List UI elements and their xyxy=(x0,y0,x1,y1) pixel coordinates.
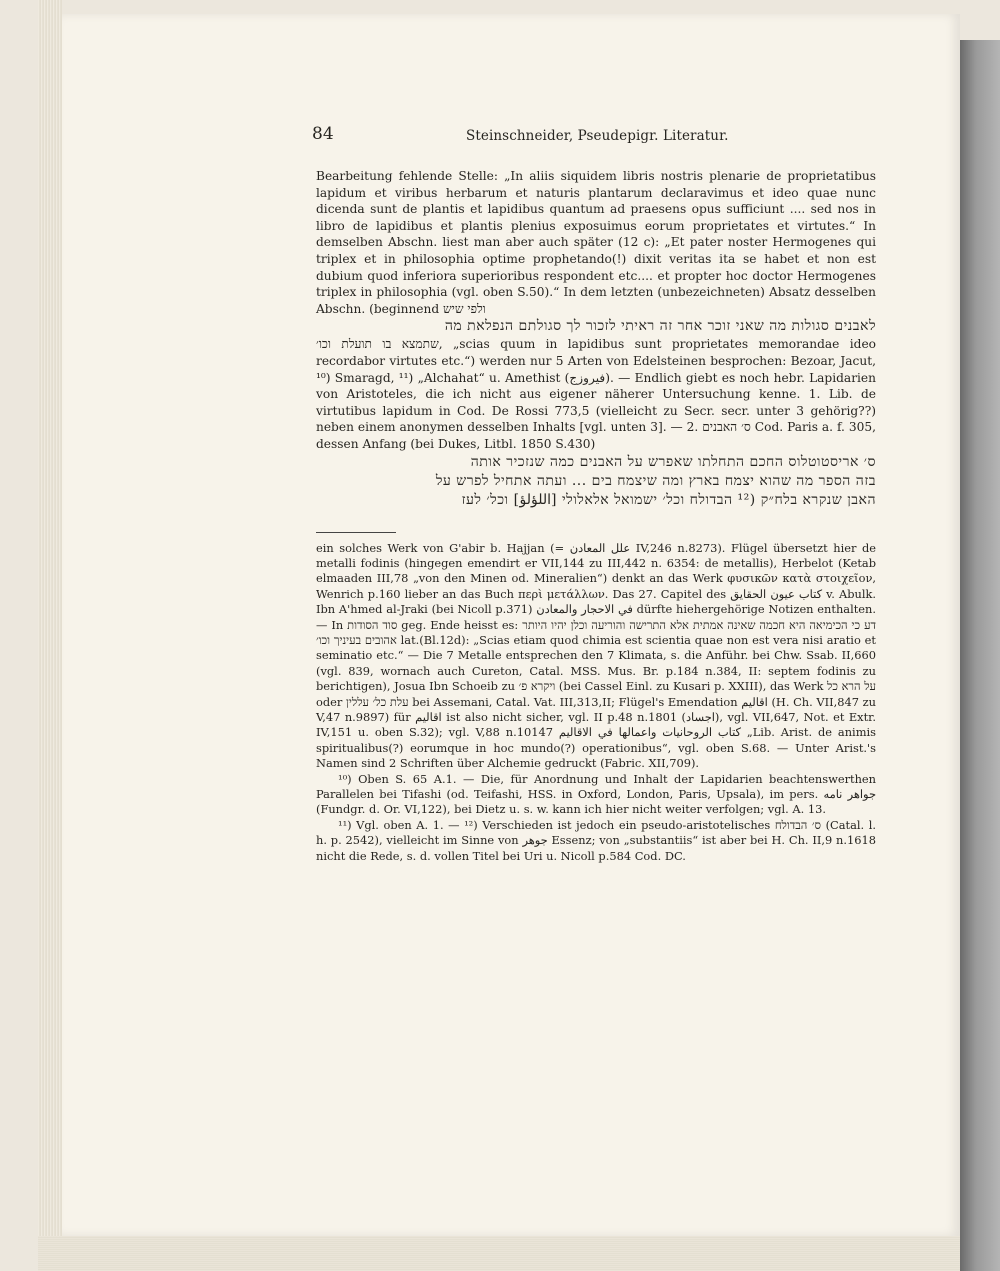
footnote: ein solches Werk von G'abir b. Hajjan (= علل المعادن IV,246 n.8273). Flügel übersetzt hier de metalli fodinis (hingegen emendirt er VII,144 zu III,442 n. 6354: de metallis), Herbelot (Ketab elmaaden III,78 „von den Minen od. Mineralien“) denkt an das Werk φυσικῶν κατὰ στοιχεῖον, Wenrich p.160 lieber an das Buch περὶ μετάλλων. Das 27. Capitel des كتاب عيون الحقايق v. Abulk. Ibn A'hmed al-Jraki (bei Nicoll p.371) في الاحجار والمعادن dürfte hiehergehörige Notizen enthalten. — In סוד הסודות geg. Ende heisst es: דע כי הכימיאה היא חכמה שאינה אמתית אלא התרישה והוריעה וכלן יהיו היותר אהובים בעיניך וכו׳ lat.(Bl.12d): „Scias etiam quod chimia est scientia quae non est vera nisi aratio et seminatio etc.“ — Die 7 Metalle entsprechen den 7 Klimata, s. die Anführ. bei Chw. Ssab. II,660 (vgl. 839, wornach auch Cureton, Catal. MSS. Mus. Br. p.184 n.384, II: septem fodinis zu berichtigen), Josua Ibn Schoeib zu ויקרא פ׳ (bei Cassel Einl. zu Kusari p. XXIII), das Werk על הרא כל oder עלת כל׳ עללין bei Assemani, Catal. Vat. III,313,II; Flügel's Emendation اقاليم (H. Ch. VII,847 zu V,47 n.9897) für اقاليم ist also nicht sicher, vgl. II p.48 n.1801 (اجساد), vgl. VII,647, Not. et Extr. IV,151 u. oben S.32); vgl. V,88 n.10147 كتاب الروحانيات واعمالها في الاقاليم „Lib. Arist. de animis spiritualibus(?) eorumque in hoc mundo(?) operationibus“, vgl. oben S.68. — Unter Arist.'s Namen sind 2 Schriften über Alchemie gedruckt (Fabric. XII,709). xyxy=(316,540,877,771)
footnote-rule xyxy=(316,532,396,533)
scan-corner xyxy=(960,0,1000,40)
running-title: Steinschneider, Pseudepigr. Literatur. xyxy=(466,128,729,144)
main-paragraph: Bearbeitung fehlende Stelle: „In aliis siquidem libris nostris plenarie de proprietatibus lapidum et viribus herbarum et naturis plantarum declaravimus et ideo quae nunc dicenda sunt de plantis et lapidibus quantum ad praesens opus sufficiunt .... sed nos in libro de lapidibus et plantis plenius exposuimus eorum proprietates et virtutes.“ In demselben Abschn. liest man aber auch später (12 c): „Et pater noster Hermogenes qui triplex et in philosophia optime prophetando(!) dixit veritas ita se habet et non est dubium quod inferiora superioribus respondent etc.... et propter hoc doctor Hermogenes triplex in philosophia (vgl. oben S.50).“ In dem letzten (unbezeichneten) Absatz desselben Abschn. (beginnend ולפי שיש xyxy=(316,169,876,316)
page-content xyxy=(312,124,877,864)
hebrew-quote-line: ס׳ אריסטוטלוס החכם התחלתו שאפרש על האבנים כמה שנזכיר אותה xyxy=(470,453,876,470)
main-paragraph: שתמצא בו תועלת וכו׳, „scias quum in lapidibus sunt proprietates memorandae ideo recordabor virtutes etc.“) werden nur 5 Arten von Edelsteinen besprochen: Bezoar, Jacut, ¹⁰) Smaragd, ¹¹) „Alchahat“ u. Amethist (فيروزج). — Endlich giebt es noch hebr. Lapidarien von Aristoteles, die ich nicht aus eigener näherer Untersuchung kenne. 1. Lib. de virtutibus lapidum in Cod. De Rossi 773,5 (vielleicht zu Secr. secr. unter 3 gehörig??) neben einem anonymen desselben Inhalts [vgl. unten 3]. — 2. ס׳ האבנים Cod. Paris a. f. 305, dessen Anfang (bei Dukes, Litbl. 1850 S.430) xyxy=(316,337,876,451)
hebrew-quote-line: לאבנים סגולות מה שאני זוכר אחר זה ראיתי לזכור לך סגולתם הנפלאת מה xyxy=(444,318,876,335)
hebrew-quote-line: בזה הספר מה שהוא יצמח בארץ ומה שיצמח בים ... ועתה אתחיל לפרש על xyxy=(435,472,876,489)
page-number: 84 xyxy=(312,124,334,144)
facing-page-edge xyxy=(960,40,1000,1271)
page-edges-bottom xyxy=(38,1236,968,1271)
page-edges-left xyxy=(38,0,62,1271)
footnotes xyxy=(316,541,876,865)
hebrew-quote-line: האבן שנקרא בלח״ק (¹² הבדולח וכל׳ ישמואל אלאלולי [اللؤلؤ] וכל׳ לעז xyxy=(461,491,876,508)
running-head xyxy=(312,124,876,152)
main-text xyxy=(316,168,876,510)
footnote: ¹⁰) Oben S. 65 A.1. — Die, für Anordnung und Inhalt der Lapidarien beachtenswerthen Parallelen bei Tifashi (od. Teifashi, HSS. in Oxford, London, Paris, Upsala), im pers. جواهر نامه (Fundgr. d. Or. VI,122), bei Dietz u. s. w. kann ich hier nicht weiter verfolgen; vgl. A. 13. xyxy=(316,771,876,817)
footnote: ¹¹) Vgl. oben A. 1. — ¹²) Verschieden ist jedoch ein pseudo-aristotelisches ס׳ הבדולח (Catal. l. h. p. 2542), vielleicht im Sinne von جوهر Essenz; von „substantiis“ ist aber bei H. Ch. II,9 n.1618 nicht die Rede, s. d. vollen Titel bei Uri u. Nicoll p.584 Cod. DC. xyxy=(316,817,876,863)
